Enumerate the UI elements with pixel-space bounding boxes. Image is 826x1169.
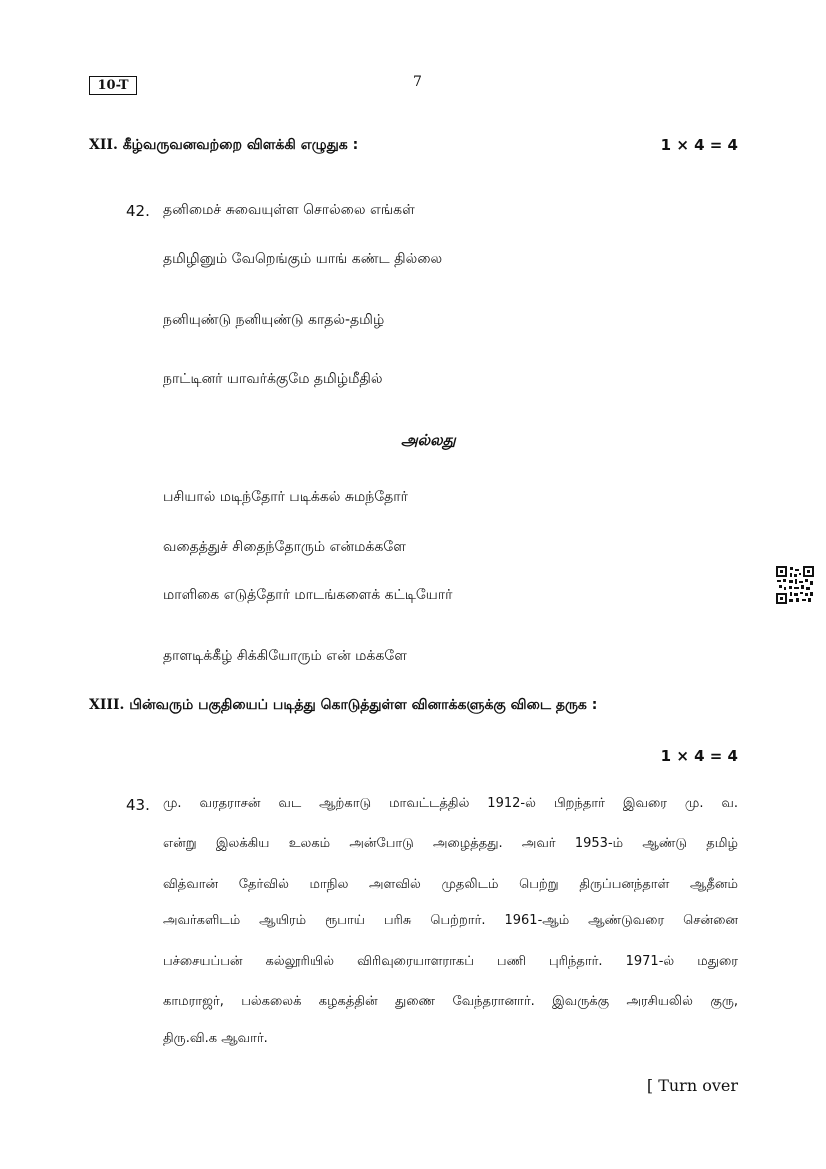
page-number: 7 xyxy=(413,74,422,90)
passage-line: என்று இலக்கிய உலகம் அன்போடு அழைத்தது. அவர் 1953-ம் ஆண்டு தமிழ் xyxy=(163,836,738,851)
poem-line: தாளடிக்கீழ் சிக்கியோரும் என் மக்களே xyxy=(163,648,407,664)
section-marks: 1 × 4 = 4 xyxy=(660,747,738,765)
poem-line: வதைத்துச் சிதைந்தோரும் என்மக்களே xyxy=(163,539,406,555)
passage-line: வித்வான் தேர்வில் மாநில அளவில் முதலிடம் பெற்று திருப்பனந்தாள் ஆதீனம் xyxy=(163,877,738,892)
passage-line: திரு.வி.க ஆவார். xyxy=(163,1031,268,1046)
paper-code: 10-T xyxy=(89,76,137,95)
poem-line: நனியுண்டு நனியுண்டு காதல்-தமிழ் xyxy=(163,312,385,328)
question-number: 42. xyxy=(126,202,150,220)
poem-line: தனிமைச் சுவையுள்ள சொல்லை எங்கள் xyxy=(163,202,415,218)
poem-line: தமிழினும் வேறெங்கும் யாங் கண்ட தில்லை xyxy=(163,251,443,267)
section-marks: 1 × 4 = 4 xyxy=(660,136,738,154)
poem-line: மாளிகை எடுத்தோர் மாடங்களைக் கட்டியோர் xyxy=(163,587,453,603)
qr-code-icon xyxy=(776,566,814,604)
section-heading-xiii xyxy=(89,697,597,715)
passage-line: அவர்களிடம் ஆயிரம் ரூபாய் பரிசு பெற்றார். 1961-ஆம் ஆண்டுவரை சென்னை xyxy=(163,913,738,928)
poem-line: நாட்டினர் யாவர்க்குமே தமிழ்மீதில் xyxy=(163,371,383,387)
turn-over-note: [ Turn over xyxy=(646,1076,738,1095)
section-number: XII. xyxy=(89,137,118,153)
passage-line: காமராஜர், பல்கலைக் கழகத்தின் துணை வேந்தரானார். இவருக்கு அரசியலில் குரு, xyxy=(163,994,738,1009)
section-number: XIII. xyxy=(89,697,125,713)
poem-line: பசியால் மடிந்தோர் படிக்கல் சுமந்தோர் xyxy=(163,489,408,505)
passage-line: மு. வரதராசன் வட ஆற்காடு மாவட்டத்தில் 1912-ல் பிறந்தார் இவரை மு. வ. xyxy=(163,796,738,811)
section-heading-xii xyxy=(89,137,358,155)
section-title: பின்வரும் பகுதியைப் படித்து கொடுத்துள்ள வினாக்களுக்கு விடை தருக : xyxy=(129,697,598,713)
question-number: 43. xyxy=(126,796,150,814)
passage-line: பச்சையப்பன் கல்லூரியில் விரிவுரையாளராகப் பணி புரிந்தார். 1971-ல் மதுரை xyxy=(163,954,738,969)
or-label: அல்லது xyxy=(401,431,456,449)
section-title: கீழ்வருவனவற்றை விளக்கி எழுதுக : xyxy=(122,137,359,153)
